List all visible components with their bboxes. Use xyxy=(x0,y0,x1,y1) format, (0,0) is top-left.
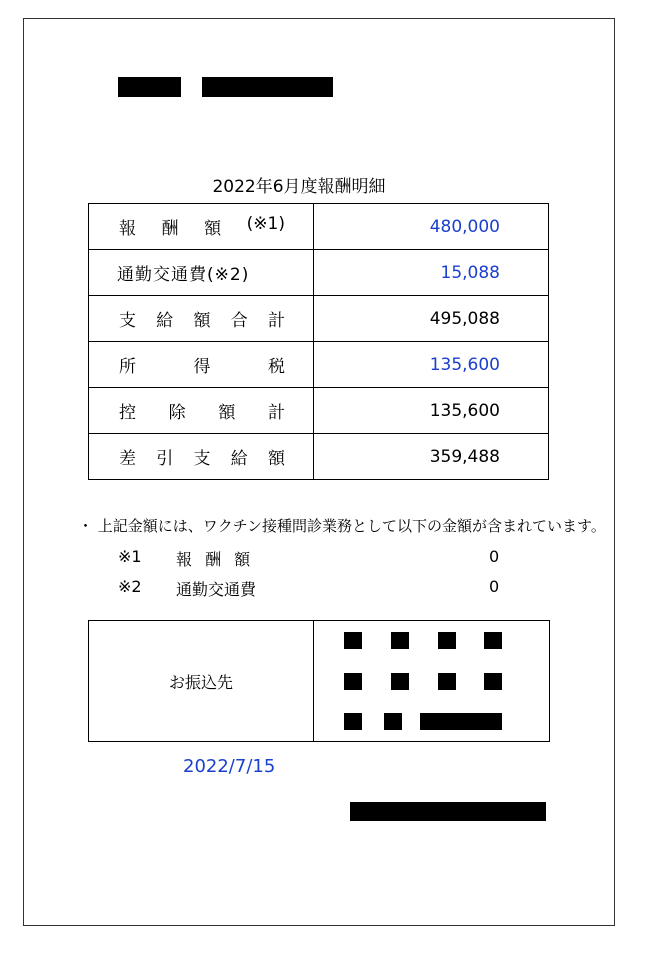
redacted-name-1 xyxy=(118,77,181,97)
redacted-block xyxy=(344,632,362,649)
row-value: 480,000 xyxy=(314,204,549,250)
table-row xyxy=(89,296,549,342)
row-value: 495,088 xyxy=(314,296,549,342)
redacted-block xyxy=(384,713,402,730)
row-label: 差 引 支 給 額 xyxy=(119,449,285,469)
redacted-signature xyxy=(350,802,546,821)
breakdown-label-2: 通勤交通費 xyxy=(176,580,257,599)
table-row xyxy=(89,342,549,388)
row-value: 135,600 xyxy=(314,342,549,388)
table-row xyxy=(89,388,549,434)
redacted-block xyxy=(484,632,502,649)
row-label: 通勤交通費(※2) xyxy=(117,265,250,285)
note-text: ・ 上記金額には、ワクチン接種問診業務として以下の金額が含まれています。 xyxy=(78,517,606,535)
bank-details-redacted xyxy=(314,621,550,742)
redacted-name-2 xyxy=(202,77,333,97)
redacted-block xyxy=(438,673,456,690)
table-row xyxy=(89,621,550,742)
redacted-block xyxy=(438,632,456,649)
breakdown-mark-1: ※1 xyxy=(118,547,142,566)
redacted-block xyxy=(420,713,502,730)
breakdown-value-2: 0 xyxy=(489,577,500,596)
table-row xyxy=(89,204,549,250)
redacted-block xyxy=(391,632,409,649)
row-label: 所 得 税 xyxy=(119,357,285,377)
document-title: 2022年6月度報酬明細 xyxy=(212,177,386,197)
row-value: 359,488 xyxy=(314,434,549,480)
redacted-block xyxy=(484,673,502,690)
pay-table xyxy=(88,203,549,480)
redacted-block xyxy=(344,713,362,730)
issue-date: 2022/7/15 xyxy=(183,756,276,777)
row-value: 135,600 xyxy=(314,388,549,434)
breakdown-value-1: 0 xyxy=(489,547,500,566)
row-value: 15,088 xyxy=(314,250,549,296)
row-label: 報 酬 額 (※1) xyxy=(119,214,285,239)
breakdown-mark-2: ※2 xyxy=(118,577,142,596)
table-row xyxy=(89,434,549,480)
row-label: 控 除 額 計 xyxy=(119,403,285,423)
redacted-block xyxy=(344,673,362,690)
breakdown-label-1: 報 酬 額 xyxy=(176,550,255,569)
bank-table xyxy=(88,620,550,742)
row-label: 支 給 額 合 計 xyxy=(119,311,285,331)
table-row xyxy=(89,250,549,296)
bank-label: お振込先 xyxy=(89,621,314,742)
redacted-block xyxy=(391,673,409,690)
